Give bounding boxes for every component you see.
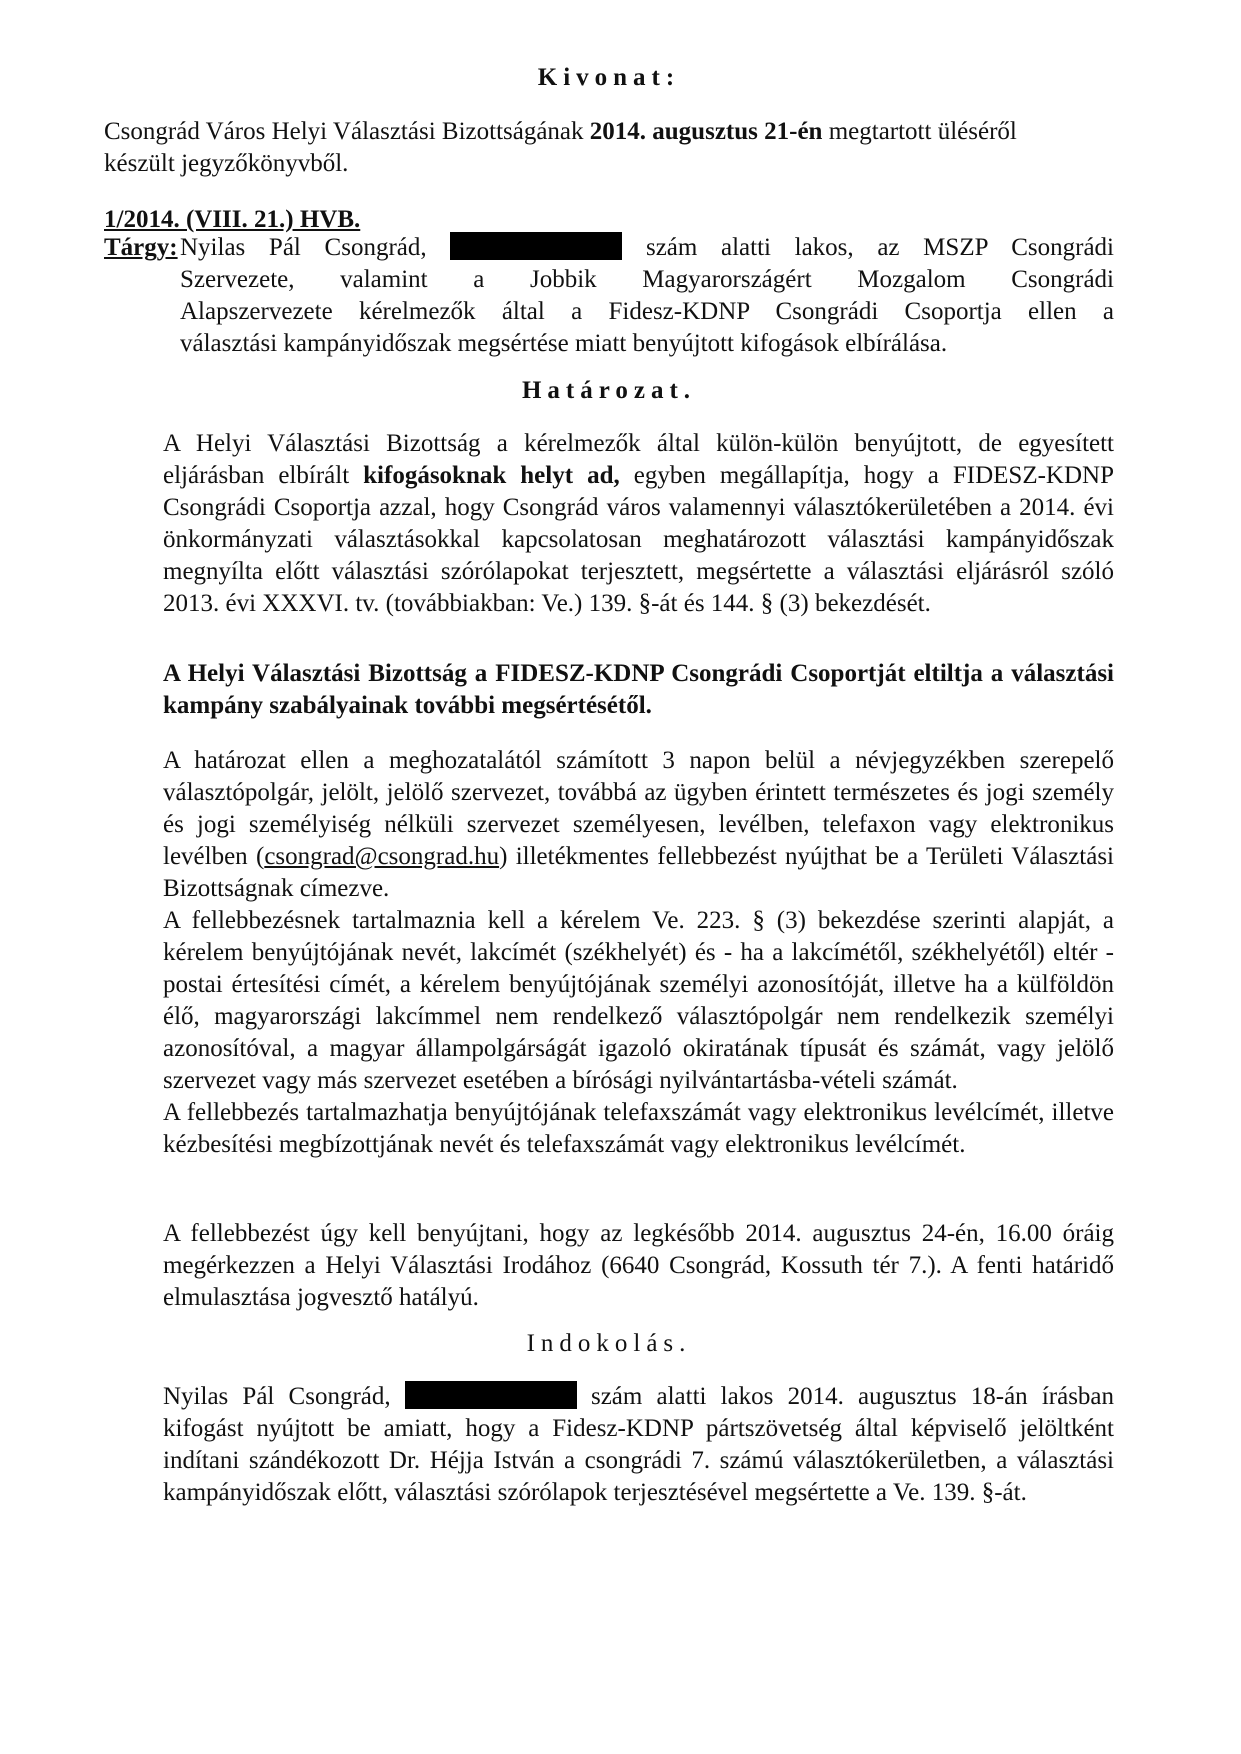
reasoning-paragraph: [163, 1381, 1114, 1509]
deadline-paragraph: A fellebbezést úgy kell benyújtani, hogy az legkésőbb 2014. augusztus 24-én, 16.00 óráig megérkezzen a Helyi Választási Irodához (6640 Csongrád, Kossuth tér 7.). A fenti határidő elmulasztása jogvesztő hatályú.: [163, 1220, 1114, 1311]
prohibition-paragraph: A Helyi Választási Bizottság a FIDESZ-KDNP Csongrádi Csoportját eltiltja a választási kampány szabályainak további megsértésétől.: [163, 660, 1114, 719]
heading-kivonat: Kivonat:: [537, 64, 681, 91]
subject-label: Tárgy:: [104, 234, 178, 261]
subject-text: [180, 232, 1114, 360]
intro-line-1: Csongrád Város Helyi Választási Bizottságának 2014. augusztus 21-én megtartott üléséről: [104, 118, 1017, 145]
intro-paragraph: [104, 116, 1114, 180]
heading-hatarozat: Határozat.: [521, 377, 697, 404]
appeal-paragraph-1: A határozat ellen a meghozatalától számított 3 napon belül a névjegyzékben szerepelő választópolgár, jelölt, jelölő szervezet, továbbá az ügyben érintett természetes és jogi személy és jogi személyiség nélküli szervezet személyesen, levélben, telefaxon vagy elektronikus levélben (csongrad@csongrad.hu) illetékmentes fellebbezést nyújthat be a Területi Választási Bizottságnak címezve.: [163, 747, 1114, 902]
redaction-bar: [450, 232, 622, 260]
heading-indokolas: Indokolás.: [526, 1330, 692, 1357]
email-link[interactable]: csongrad@csongrad.hu: [264, 843, 500, 870]
decision-paragraph: A Helyi Választási Bizottság a kérelmezők által külön-külön benyújtott, de egyesített eljárásban elbírált kifogásoknak helyt ad, egyben megállapítja, hogy a FIDESZ-KDNP Csongrádi Csoportja azzal, hogy Csongrád város valamennyi választókerületében a 2014. évi önkormányzati választásokkal kapcsolatosan meghatározott választási kampányidőszak megnyílta előtt választási szórólapokat terjesztett, megsértette a választási eljárásról szóló 2013. évi XXXVI. tv. (továbbiakban: Ve.) 139. §-át és 144. § (3) bekezdését.: [163, 430, 1114, 617]
subject-line-1: Nyilas Pál Csongrád, szám alatti lakos, az MSZP Csongrádi: [180, 234, 1115, 261]
intro-line-2: készült jegyzőkönyvből.: [104, 150, 349, 177]
appeal-paragraph-3: A fellebbezés tartalmazhatja benyújtójának telefaxszámát vagy elektronikus levélcímét, illetve kézbesítési megbízottjának nevét és telefaxszámát vagy elektronikus levélcímét.: [163, 1099, 1114, 1158]
appeal-paragraph-2: A fellebbezésnek tartalmaznia kell a kérelem Ve. 223. § (3) bekezdése szerinti alapját, a kérelem benyújtójának nevét, lakcímét (székhelyét) és - ha a lakcímétől, székhelyétől) eltér - postai értesítési címét, a kérelem benyújtójának személyi azonosítóját, illetve ha a külföldön élő, magyarországi lakcímmel nem rendelkező választópolgár nem rendelkezik személyi azonosítóval, a magyar állampolgárságát igazoló okiratának típusát és számát, vagy jelölő szervezet vagy más szervezet esetében a bírósági nyilvántartásba-vételi számát.: [163, 907, 1114, 1094]
redaction-bar: [405, 1381, 577, 1409]
subject-line-3: Alapszervezete kérelmezők által a Fidesz-KDNP Csongrádi Csoportja ellen a: [180, 298, 1114, 325]
reasoning-rest: kifogást nyújtott be amiatt, hogy a Fidesz-KDNP pártszövetség által képviselő jelöltként indítani szándékozott Dr. Héjja István a csongrádi 7. számú választókerületben, a választási kampányidőszak előtt, választási szórólapok terjesztésével megsértette a Ve. 139. §-át.: [163, 1415, 1114, 1506]
subject-line-2: Szervezete, valamint a Jobbik Magyarországért Mozgalom Csongrádi: [180, 266, 1114, 293]
subject-line-4: választási kampányidőszak megsértése miatt benyújtott kifogások elbírálása.: [180, 330, 948, 357]
reasoning-line-1: Nyilas Pál Csongrád, szám alatti lakos 2014. augusztus 18-án írásban: [163, 1383, 1115, 1410]
resolution-number: 1/2014. (VIII. 21.) HVB.: [104, 206, 361, 233]
